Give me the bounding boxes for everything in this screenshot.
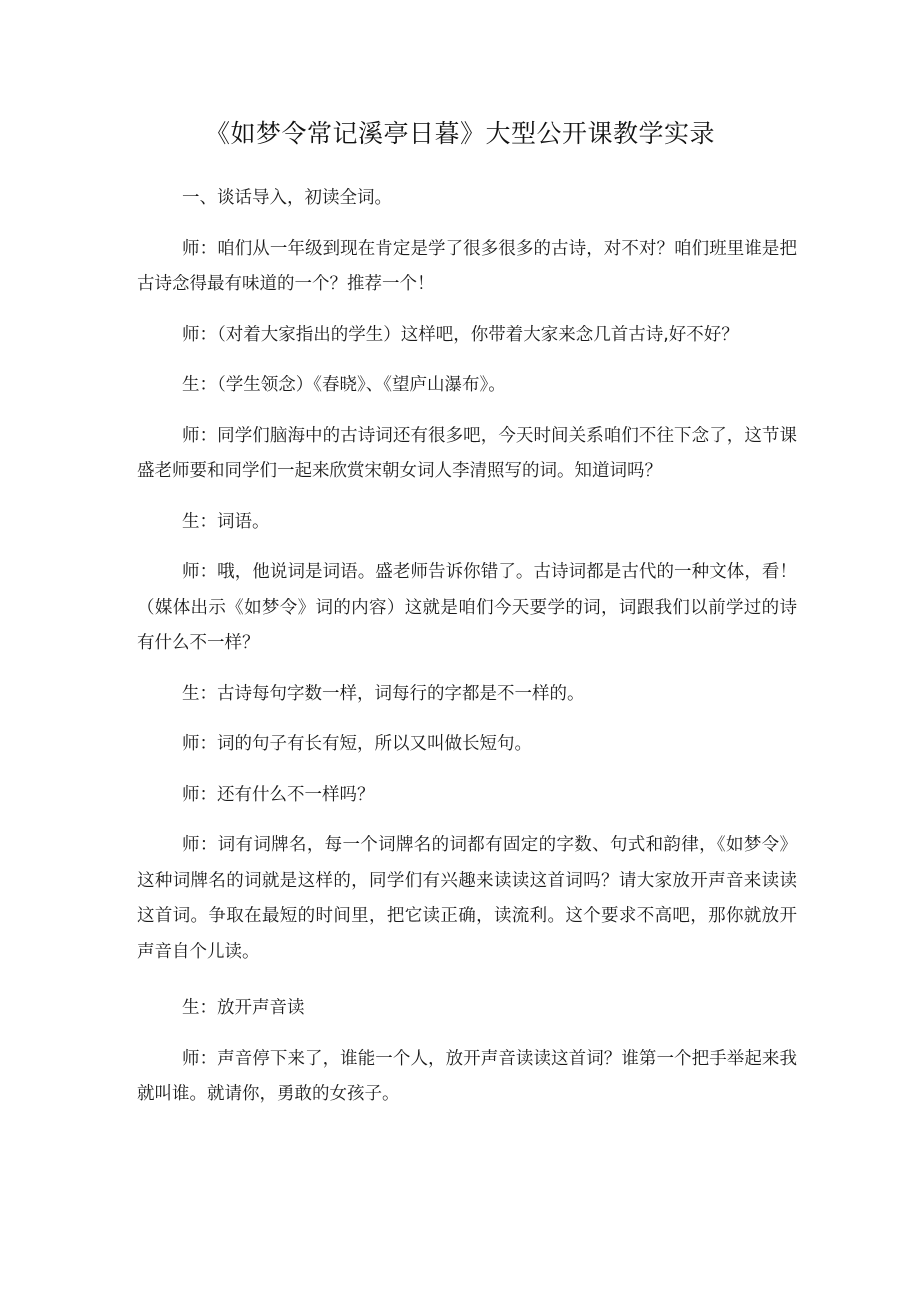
- paragraph: 师：哦，他说词是词语。盛老师告诉你错了。古诗词都是古代的一种文体，看！（媒体出示《如梦令》词的内容）这就是咱们今天要学的词，词跟我们以前学过的诗有什么不一样？: [137, 562, 797, 653]
- paragraph: 师：同学们脑海中的古诗词还有很多吧，今天时间关系咱们不往下念了，这节课盛老师要和同学们一起来欣赏宋朝女词人李清照写的词。知道词吗？: [137, 425, 797, 481]
- paragraph: 师：咱们从一年级到现在肯定是学了很多很多的古诗，对不对？咱们班里谁是把古诗念得最有味道的一个？推荐一个！: [137, 238, 797, 294]
- paragraph: 生：放开声音读: [182, 998, 305, 1018]
- paragraph: 师：声音停下来了，谁能一个人，放开声音读读这首词？谁第一个把手举起来我就叫谁。就请你，勇敢的女孩子。: [137, 1048, 797, 1104]
- paragraph: 师：（对着大家指出的学生）这样吧，你带着大家来念几首古诗,好不好？: [182, 324, 739, 345]
- document-body: [137, 181, 797, 1128]
- paragraph: 师：词的句子有长有短，所以又叫做长短句。: [182, 734, 532, 754]
- paragraph: 生：词语。: [182, 511, 270, 532]
- paragraph: 师：还有什么不一样吗？: [182, 784, 375, 805]
- paragraph: 生：（学生领念）《春晓》、《望庐山瀑布》。: [182, 375, 506, 395]
- section-heading: 一、谈话导入，初读全词。: [182, 188, 392, 208]
- paragraph: 师：词有词牌名，每一个词牌名的词都有固定的字数、句式和韵律，《如梦令》这种词牌名的词就是这样的，同学们有兴趣来读读这首词吗？请大家放开声音来读读这首词。争取在最短的时间里，把它读正确，读流利。这个要求不高吧，那你就放开声音自个儿读。: [137, 835, 797, 962]
- paragraph: 生：古诗每句字数一样，词每行的字都是不一样的。: [182, 683, 585, 704]
- page-title: 《如梦令常记溪亭日暮》大型公开课教学实录: [204, 119, 715, 148]
